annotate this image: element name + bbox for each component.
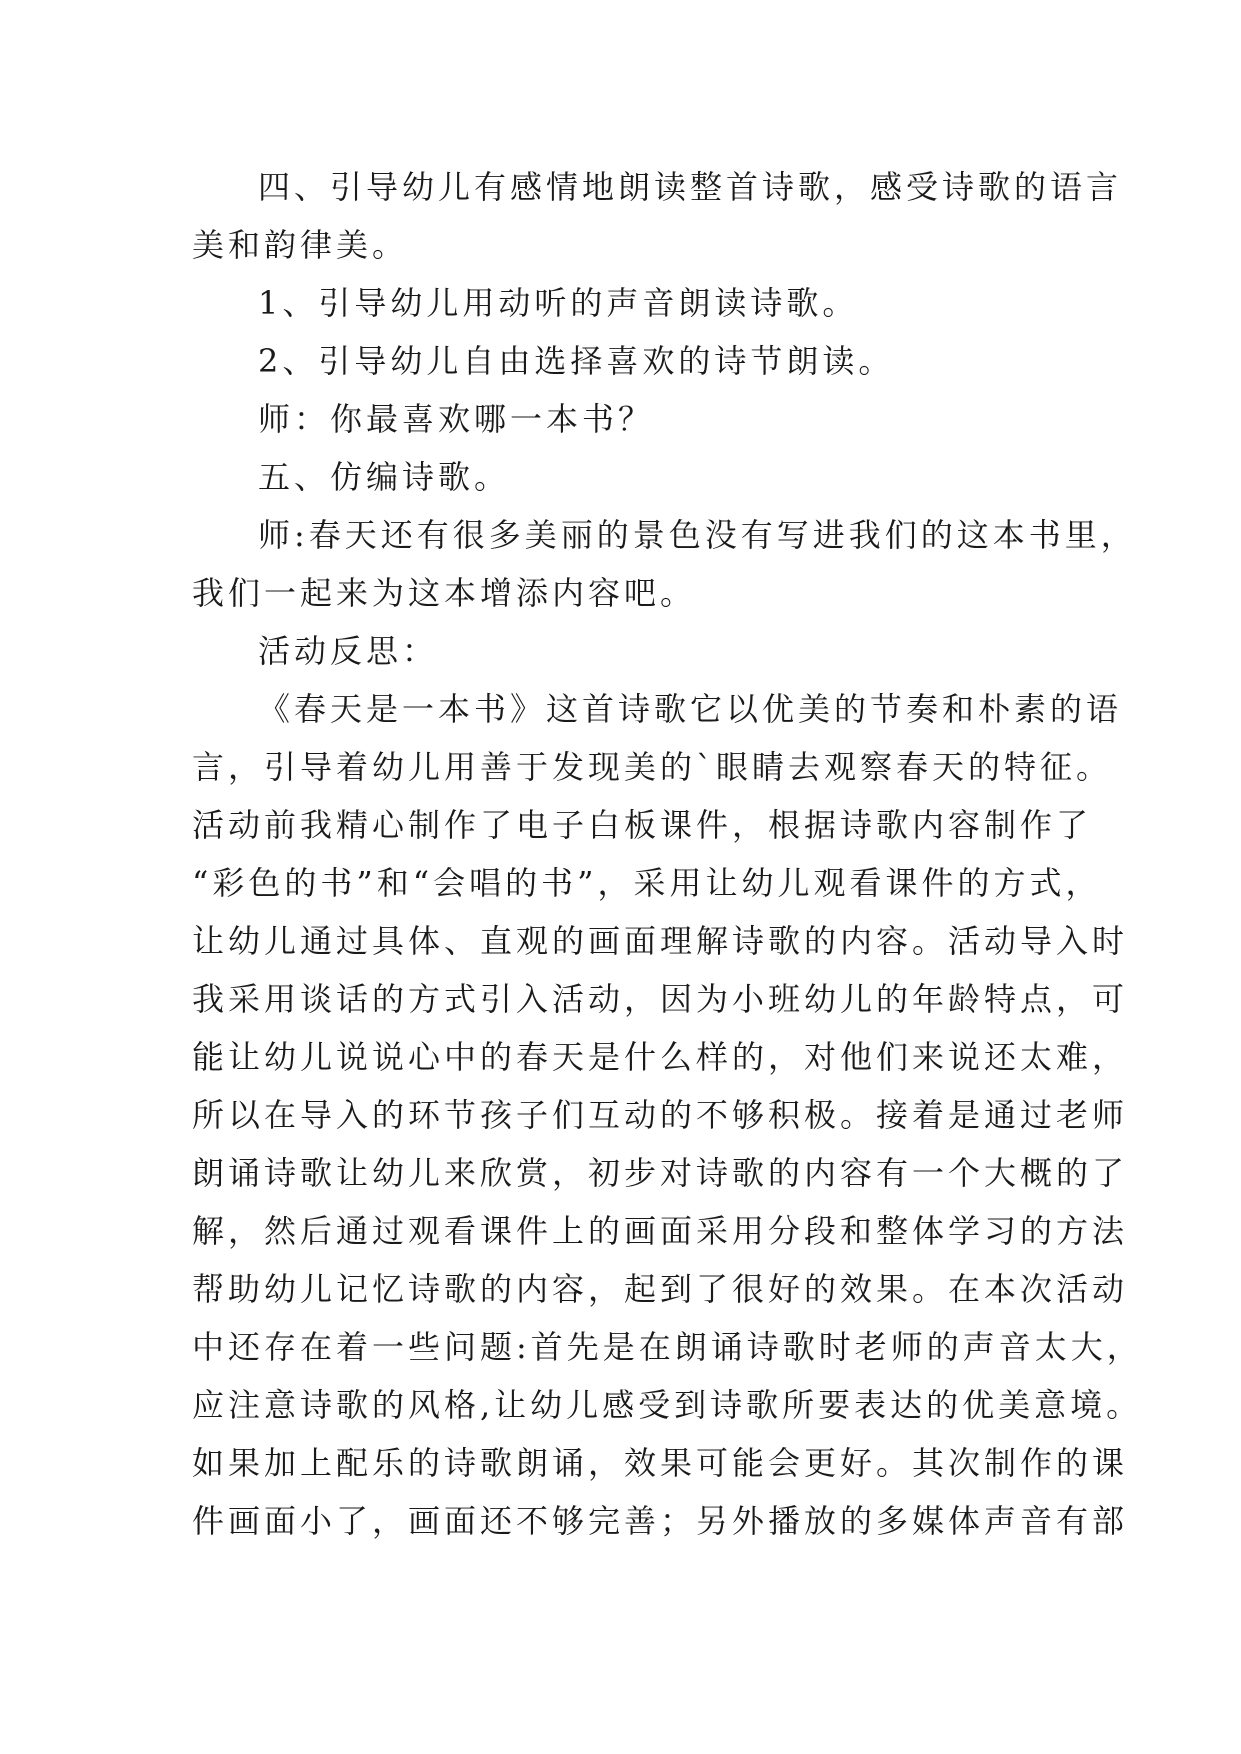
- reflection-paragraph-line: 活动前我精心制作了电子白板课件，根据诗歌内容制作了: [192, 806, 1093, 844]
- list-item-1: 1、引导幼儿用动听的声音朗读诗歌。: [258, 284, 859, 322]
- reflection-paragraph-line: 让幼儿通过具体、直观的画面理解诗歌的内容。活动导入时: [192, 922, 1129, 960]
- section-heading-4: 四、引导幼儿有感情地朗读整首诗歌，感受诗歌的语言: [258, 168, 1123, 206]
- reflection-paragraph-line: 所以在导入的环节孩子们互动的不够积极。接着是通过老师: [192, 1096, 1129, 1134]
- reflection-paragraph-line: 件画面小了，画面还不够完善；另外播放的多媒体声音有部: [192, 1502, 1129, 1540]
- reflection-heading: 活动反思：: [258, 632, 439, 670]
- paragraph-line: 美和韵律美。: [192, 226, 409, 264]
- teacher-statement: 师:春天还有很多美丽的景色没有写进我们的这本书里，: [258, 516, 1137, 554]
- reflection-paragraph-line: 应注意诗歌的风格,让幼儿感受到诗歌所要表达的优美意境。: [192, 1386, 1143, 1424]
- reflection-paragraph-line: “彩色的书”和“会唱的书”，采用让幼儿观看课件的方式，: [192, 864, 1102, 902]
- document-body: [192, 158, 1143, 1550]
- reflection-paragraph-line: 中还存在着一些问题:首先是在朗诵诗歌时老师的声音太大，: [192, 1328, 1143, 1366]
- reflection-paragraph-line: 能让幼儿说说心中的春天是什么样的，对他们来说还太难，: [192, 1038, 1129, 1076]
- reflection-paragraph-line: 我采用谈话的方式引入活动，因为小班幼儿的年龄特点，可: [192, 980, 1129, 1018]
- reflection-paragraph-line: 朗诵诗歌让幼儿来欣赏，初步对诗歌的内容有一个大概的了: [192, 1154, 1129, 1192]
- section-heading-5: 五、仿编诗歌。: [258, 458, 511, 496]
- reflection-paragraph-line: 如果加上配乐的诗歌朗诵，效果可能会更好。其次制作的课: [192, 1444, 1129, 1482]
- list-item-2: 2、引导幼儿自由选择喜欢的诗节朗读。: [258, 342, 895, 380]
- reflection-paragraph-line: 解，然后通过观看课件上的画面采用分段和整体学习的方法: [192, 1212, 1129, 1250]
- teacher-question: 师：你最喜欢哪一本书？: [258, 400, 655, 438]
- reflection-paragraph-line: 《春天是一本书》这首诗歌它以优美的节奏和朴素的语: [258, 690, 1123, 728]
- reflection-paragraph-line: 言，引导着幼儿用善于发现美的`眼睛去观察春天的特征。: [192, 748, 1113, 786]
- reflection-paragraph-line: 帮助幼儿记忆诗歌的内容，起到了很好的效果。在本次活动: [192, 1270, 1129, 1308]
- paragraph-line: 我们一起来为这本增添内容吧。: [192, 574, 697, 612]
